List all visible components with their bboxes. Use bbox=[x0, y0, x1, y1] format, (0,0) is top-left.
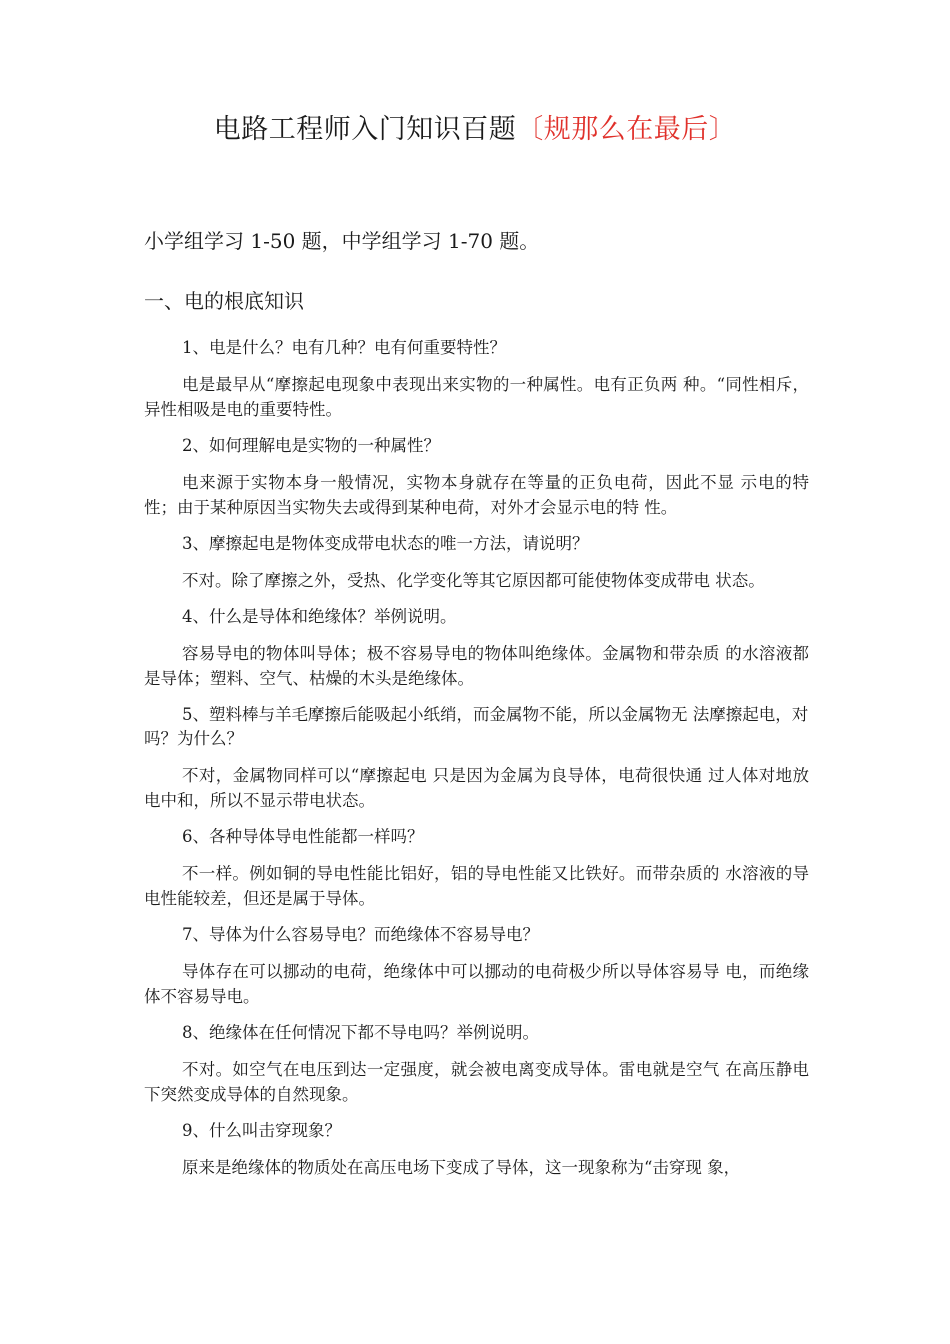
question-3: 3、摩擦起电是物体变成带电状态的唯一方法，请说明？ bbox=[182, 534, 589, 553]
answer-6: 不一样。例如铜的导电性能比铝好，铝的导电性能又比铁好。而带杂质的 水溶液的导电性能较差，但还是属于导体。 bbox=[144, 864, 809, 908]
question-5: 5、塑料棒与羊毛摩擦后能吸起小纸绡，而金属物不能，所以金属物无 法摩擦起电，对吗？为什么？ bbox=[144, 705, 809, 748]
answer-1: 电是最早从“摩擦起电现象中表现出来实物的一种属性。电有正负两 种。“同性相斥，异性相吸是电的重要特性。 bbox=[144, 375, 809, 419]
question-4: 4、什么是导体和绝缘体？举例说明。 bbox=[182, 607, 457, 626]
answer-5: 不对，金属物同样可以“摩擦起电 只是因为金属为良导体，电荷很快通 过人体对地放电中和，所以不显示带电状态。 bbox=[144, 766, 809, 810]
question-7: 7、导体为什么容易导电？而绝缘体不容易导电？ bbox=[182, 925, 539, 944]
question-2: 2、如何理解电是实物的一种属性？ bbox=[182, 436, 440, 455]
section-heading: 一、电的根底知识 bbox=[144, 289, 304, 313]
document-title-main: 电路工程师入门知识百题 bbox=[213, 114, 517, 145]
qa-list bbox=[144, 336, 809, 1192]
question-1: 1、电是什么？电有几种？电有何重要特性？ bbox=[182, 338, 506, 357]
answer-3: 不对。除了摩擦之外，受热、化学变化等其它原因都可能使物体变成带电 状态。 bbox=[182, 571, 765, 590]
intro-text: 小学组学习 1-50 题，中学组学习 1-70 题。 bbox=[144, 229, 540, 253]
answer-7: 导体存在可以挪动的电荷，绝缘体中可以挪动的电荷极少所以导体容易导 电，而绝缘体不容易导电。 bbox=[144, 962, 809, 1006]
document-title-note: 〔规那么在最后〕 bbox=[516, 114, 737, 145]
question-8: 8、绝缘体在任何情况下都不导电吗？举例说明。 bbox=[182, 1023, 539, 1042]
answer-4: 容易导电的物体叫导体；极不容易导电的物体叫绝缘体。金属物和带杂质 的水溶液都是导体；塑料、空气、枯燥的木头是绝缘体。 bbox=[144, 644, 809, 688]
answer-8: 不对。如空气在电压到达一定强度，就会被电离变成导体。雷电就是空气 在高压静电下突然变成导体的自然现象。 bbox=[144, 1060, 809, 1104]
question-9: 9、什么叫击穿现象？ bbox=[182, 1121, 341, 1140]
answer-2: 电来源于实物本身一般情况，实物本身就存在等量的正负电荷，因此不显 示电的特性；由于某种原因当实物失去或得到某种电荷，对外才会显示电的特 性。 bbox=[144, 473, 809, 517]
document-title bbox=[0, 112, 950, 148]
answer-9: 原来是绝缘体的物质处在高压电场下变成了导体，这一现象称为“击穿现 象， bbox=[182, 1158, 741, 1177]
question-6: 6、各种导体导电性能都一样吗？ bbox=[182, 827, 424, 846]
